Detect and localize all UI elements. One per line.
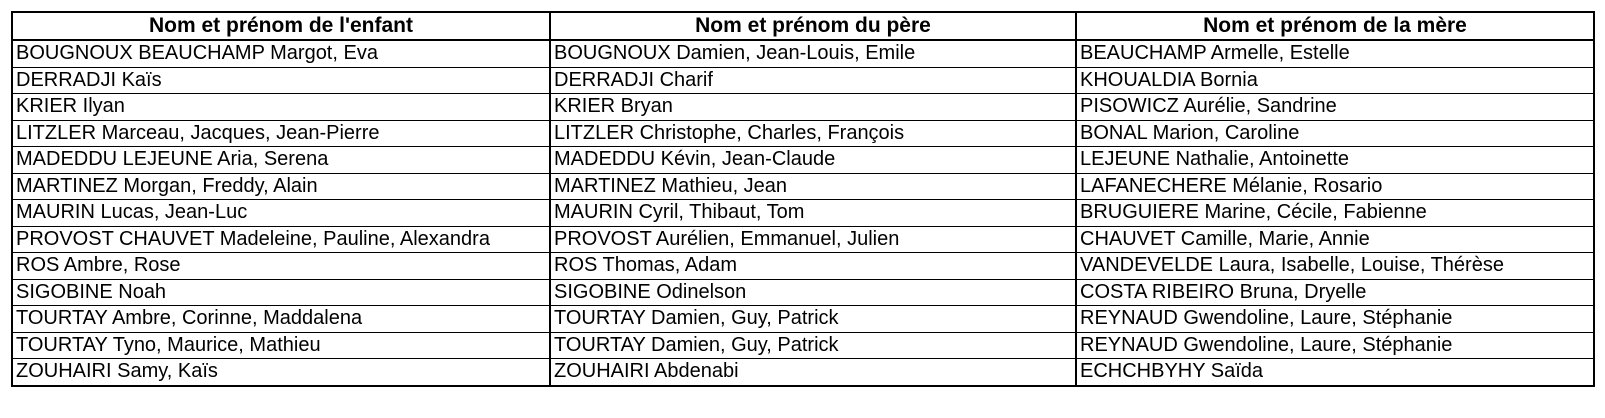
father-name-cell: BOUGNOUX Damien, Jean-Louis, Emile <box>550 40 1076 67</box>
mother-name-cell: PISOWICZ Aurélie, Sandrine <box>1076 94 1594 121</box>
child-name-cell: ROS Ambre, Rose <box>12 253 550 280</box>
child-name-cell: KRIER Ilyan <box>12 94 550 121</box>
header-mother-name: Nom et prénom de la mère <box>1076 12 1594 40</box>
mother-name-cell: ECHCHBYHY Saïda <box>1076 359 1594 386</box>
table-row <box>12 94 1594 121</box>
child-name-cell: MAURIN Lucas, Jean-Luc <box>12 200 550 227</box>
birth-registry-table <box>11 11 1595 387</box>
father-name-cell: TOURTAY Damien, Guy, Patrick <box>550 332 1076 359</box>
mother-name-cell: BONAL Marion, Caroline <box>1076 120 1594 147</box>
mother-name-cell: VANDEVELDE Laura, Isabelle, Louise, Thérèse <box>1076 253 1594 280</box>
child-name-cell: MARTINEZ Morgan, Freddy, Alain <box>12 173 550 200</box>
father-name-cell: MADEDDU Kévin, Jean-Claude <box>550 147 1076 174</box>
mother-name-cell: COSTA RIBEIRO Bruna, Dryelle <box>1076 279 1594 306</box>
table-row <box>12 173 1594 200</box>
child-name-cell: PROVOST CHAUVET Madeleine, Pauline, Alexandra <box>12 226 550 253</box>
child-name-cell: LITZLER Marceau, Jacques, Jean-Pierre <box>12 120 550 147</box>
mother-name-cell: REYNAUD Gwendoline, Laure, Stéphanie <box>1076 332 1594 359</box>
child-name-cell: ZOUHAIRI Samy, Kaïs <box>12 359 550 386</box>
child-name-cell: BOUGNOUX BEAUCHAMP Margot, Eva <box>12 40 550 67</box>
document-page <box>11 11 1595 387</box>
table-row <box>12 226 1594 253</box>
father-name-cell: TOURTAY Damien, Guy, Patrick <box>550 306 1076 333</box>
child-name-cell: TOURTAY Tyno, Maurice, Mathieu <box>12 332 550 359</box>
header-child-name: Nom et prénom de l'enfant <box>12 12 550 40</box>
father-name-cell: PROVOST Aurélien, Emmanuel, Julien <box>550 226 1076 253</box>
table-row <box>12 147 1594 174</box>
father-name-cell: DERRADJI Charif <box>550 67 1076 94</box>
father-name-cell: KRIER Bryan <box>550 94 1076 121</box>
table-row <box>12 332 1594 359</box>
mother-name-cell: LEJEUNE Nathalie, Antoinette <box>1076 147 1594 174</box>
header-father-name: Nom et prénom du père <box>550 12 1076 40</box>
mother-name-cell: CHAUVET Camille, Marie, Annie <box>1076 226 1594 253</box>
father-name-cell: ZOUHAIRI Abdenabi <box>550 359 1076 386</box>
mother-name-cell: BRUGUIERE Marine, Cécile, Fabienne <box>1076 200 1594 227</box>
father-name-cell: SIGOBINE Odinelson <box>550 279 1076 306</box>
mother-name-cell: LAFANECHERE Mélanie, Rosario <box>1076 173 1594 200</box>
child-name-cell: DERRADJI Kaïs <box>12 67 550 94</box>
father-name-cell: MARTINEZ Mathieu, Jean <box>550 173 1076 200</box>
header-row <box>12 12 1594 40</box>
table-body <box>12 40 1594 386</box>
table-row <box>12 40 1594 67</box>
table-row <box>12 359 1594 386</box>
child-name-cell: SIGOBINE Noah <box>12 279 550 306</box>
mother-name-cell: KHOUALDIA Bornia <box>1076 67 1594 94</box>
table-row <box>12 67 1594 94</box>
child-name-cell: MADEDDU LEJEUNE Aria, Serena <box>12 147 550 174</box>
mother-name-cell: BEAUCHAMP Armelle, Estelle <box>1076 40 1594 67</box>
father-name-cell: ROS Thomas, Adam <box>550 253 1076 280</box>
table-row <box>12 120 1594 147</box>
father-name-cell: MAURIN Cyril, Thibaut, Tom <box>550 200 1076 227</box>
mother-name-cell: REYNAUD Gwendoline, Laure, Stéphanie <box>1076 306 1594 333</box>
table-row <box>12 306 1594 333</box>
table-row <box>12 279 1594 306</box>
table-row <box>12 253 1594 280</box>
table-row <box>12 200 1594 227</box>
child-name-cell: TOURTAY Ambre, Corinne, Maddalena <box>12 306 550 333</box>
father-name-cell: LITZLER Christophe, Charles, François <box>550 120 1076 147</box>
